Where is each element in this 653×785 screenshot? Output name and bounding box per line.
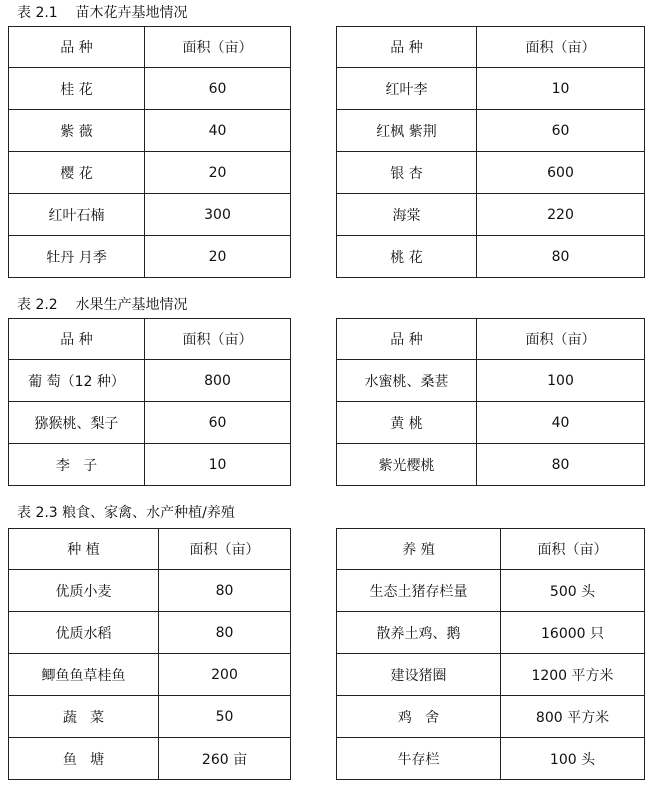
header-cell: 种 植 — [9, 529, 159, 570]
table-cell: 80 — [159, 612, 291, 654]
header-cell: 品 种 — [337, 319, 477, 360]
header-cell: 品 种 — [9, 27, 145, 68]
table-cell: 1200 平方米 — [501, 654, 645, 696]
table-cell: 80 — [159, 570, 291, 612]
table-cell: 鲫鱼鱼草桂鱼 — [9, 654, 159, 696]
table-cell: 鸡 舍 — [337, 696, 501, 738]
table-cell: 红叶李 — [337, 68, 477, 110]
table-cell: 生态土猪存栏量 — [337, 570, 501, 612]
table-cell: 黄 桃 — [337, 402, 477, 444]
table-cell: 桂 花 — [9, 68, 145, 110]
table-cell: 80 — [477, 444, 645, 486]
header-cell: 养 殖 — [337, 529, 501, 570]
table-cell: 100 头 — [501, 738, 645, 780]
table-cell: 建设猪圈 — [337, 654, 501, 696]
table-cell: 红叶石楠 — [9, 194, 145, 236]
table-cell: 60 — [145, 68, 291, 110]
column-gap — [291, 27, 337, 278]
table-cell: 猕猴桃、梨子 — [9, 402, 145, 444]
table-cell: 银 杏 — [337, 152, 477, 194]
table-cell: 80 — [477, 236, 645, 278]
table2 — [8, 318, 645, 486]
table1 — [8, 26, 645, 278]
table-cell: 10 — [477, 68, 645, 110]
table1-caption: 表 2.1 苗木花卉基地情况 — [17, 5, 188, 21]
table-cell: 20 — [145, 236, 291, 278]
table-cell: 桃 花 — [337, 236, 477, 278]
table-cell: 优质小麦 — [9, 570, 159, 612]
header-cell: 品 种 — [9, 319, 145, 360]
table-cell: 100 — [477, 360, 645, 402]
table-cell: 60 — [477, 110, 645, 152]
header-cell: 面积（亩） — [145, 27, 291, 68]
table-cell: 220 — [477, 194, 645, 236]
header-cell: 面积（亩） — [159, 529, 291, 570]
table-cell: 樱 花 — [9, 152, 145, 194]
table-cell: 300 — [145, 194, 291, 236]
table-cell: 10 — [145, 444, 291, 486]
table-cell: 500 头 — [501, 570, 645, 612]
table-cell: 鱼 塘 — [9, 738, 159, 780]
table-cell: 葡 萄（12 种） — [9, 360, 145, 402]
header-cell: 面积（亩） — [501, 529, 645, 570]
table3-caption: 表 2.3 粮食、家禽、水产种植/养殖 — [17, 505, 235, 521]
table3 — [8, 528, 645, 780]
table-cell: 散养土鸡、鹅 — [337, 612, 501, 654]
table-cell: 260 亩 — [159, 738, 291, 780]
table-cell: 800 — [145, 360, 291, 402]
table-cell: 红枫 紫荆 — [337, 110, 477, 152]
table-cell: 紫 薇 — [9, 110, 145, 152]
table2-caption: 表 2.2 水果生产基地情况 — [17, 297, 188, 313]
table-cell: 牛存栏 — [337, 738, 501, 780]
table-header-row — [9, 319, 645, 360]
table-cell: 紫光樱桃 — [337, 444, 477, 486]
header-cell: 面积（亩） — [477, 319, 645, 360]
table-header-row — [9, 27, 645, 68]
table-header-row — [9, 529, 645, 570]
table-cell: 200 — [159, 654, 291, 696]
table-cell: 16000 只 — [501, 612, 645, 654]
table-cell: 40 — [477, 402, 645, 444]
table-cell: 水蜜桃、桑葚 — [337, 360, 477, 402]
header-cell: 面积（亩） — [145, 319, 291, 360]
column-gap — [291, 529, 337, 780]
table-cell: 牡丹 月季 — [9, 236, 145, 278]
column-gap — [291, 319, 337, 486]
table-cell: 600 — [477, 152, 645, 194]
table-cell: 20 — [145, 152, 291, 194]
table-cell: 海棠 — [337, 194, 477, 236]
table-cell: 蔬 菜 — [9, 696, 159, 738]
table-cell: 优质水稻 — [9, 612, 159, 654]
table-cell: 40 — [145, 110, 291, 152]
header-cell: 面积（亩） — [477, 27, 645, 68]
table-cell: 50 — [159, 696, 291, 738]
header-cell: 品 种 — [337, 27, 477, 68]
table-cell: 60 — [145, 402, 291, 444]
table-cell: 李 子 — [9, 444, 145, 486]
table-cell: 800 平方米 — [501, 696, 645, 738]
